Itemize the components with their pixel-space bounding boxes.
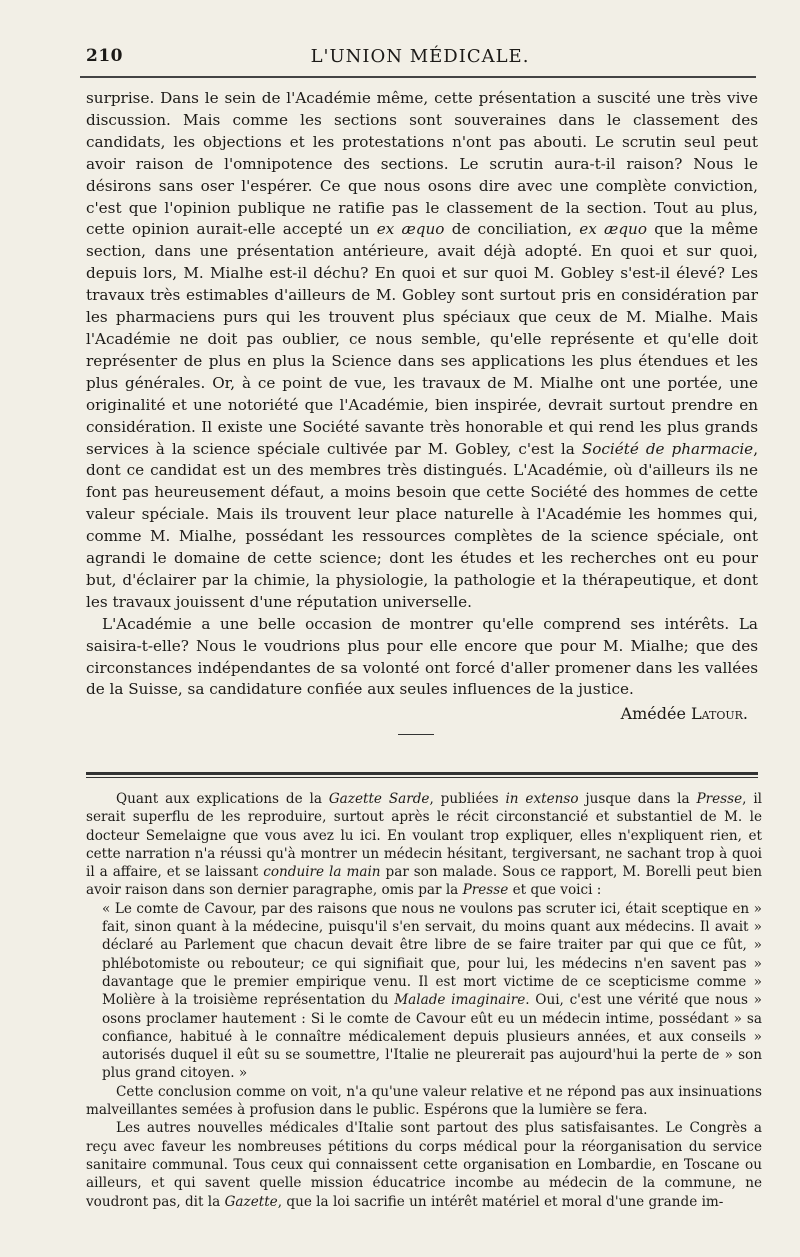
author-signature	[86, 703, 758, 725]
feuilleton-paragraph	[86, 1083, 762, 1120]
text-run: et que voici :	[508, 882, 602, 899]
text-run: jusque dans la	[578, 791, 697, 807]
text-run: , dont ce candidat est un des membres très distingués. L'Académie, où d'ailleurs ils ne font pas heureusement défaut, a moins besoin que cette Société des hommes de cette valeur spéciale. Mais ils trouvent leur place naturelle à l'Académie les hommes qui, comme M. Mialhe, possédant les ressources complètes de la science spéciale, ont agrandi le domaine de cette science; dont les études et les recherches ont eu pour but, d'éclairer par la chimie, la physiologie, la pathologie et la thérapeutique, et dont les travaux jouissent d'une réputation universelle.	[86, 439, 759, 611]
italic-text: Malade imaginaire	[394, 992, 526, 1009]
article-paragraph	[86, 88, 758, 614]
italic-text: Gazette Sarde	[328, 791, 430, 807]
text-run: Quant aux explications de la	[116, 791, 329, 807]
text-run: L'Académie a une belle occasion de montrer qu'elle comprend ses intérêts. La saisira-t-elle? Nous le voudrions plus pour elle encore que pour M. Mialhe; que des circonstances indépendantes de sa volonté ont forcé d'aller promener dans les vallées de la Suisse, sa candidature confiée aux seules influences de la justice.	[86, 614, 758, 699]
italic-text: in extenso	[505, 791, 579, 807]
feuilleton-paragraph	[86, 790, 762, 900]
running-title: L'UNION MÉDICALE.	[310, 46, 530, 67]
feuilleton-paragraph	[86, 1119, 762, 1210]
feuilleton-section	[86, 790, 762, 1211]
signature-first-name: Amédée	[620, 704, 692, 724]
feuilleton-separator-thick	[86, 772, 758, 775]
text-run: Les autres nouvelles médicales d'Italie sont partout des plus satisfaisantes. Le Congrès a reçu avec faveur les nombreuses pétitions du corps médical pour la réorganisation du service sanitaire communal. Tous ceux qui connaissent cette organisation en Lombardie, en Toscane ou ailleurs, et qui savent quelle mission éducatrice incombe au médecin de la commune, ne voudront pas, dit la	[86, 1120, 762, 1210]
text-run: par son malade. Sous ce rapport, M. Borelli peut bien avoir raison dans son dernier paragraphe, omis par la	[86, 864, 762, 899]
text-run: , il serait superflu de les reproduire, surtout après le récit circonstancié et substantiel de M. le docteur Semelaigne que vous avez lu ici. En voulant trop expliquer, elles n'expliquent rien, et cette narration n'a réussi qu'à montrer un médecin hésitant, tergiversant, ne sachant trop à quoi il a affaire, et se laissant	[86, 791, 763, 881]
text-run: . Oui, c'est une vérité que nous » osons proclamer hautement : Si le comte de Cavour eût eu un médecin intime, possédant » sa confiance, habitué à le connaître médicalement depuis plusieurs années, et aux conseils » autorisés duquel il eût su se soumettre, l'Italie ne pleurerait pas aujourd'hui la perte de » son plus grand citoyen. »	[102, 992, 762, 1082]
feuilleton-quotation	[86, 900, 762, 1083]
feuilleton-separator-thin	[86, 777, 758, 778]
italic-text: ex æquo	[376, 220, 445, 239]
italic-text: conduire la main	[263, 864, 381, 881]
page-header	[86, 44, 754, 72]
text-run: que la même section, dans une présentation antérieure, avait déjà adopté. En quoi et sur quoi, depuis lors, M. Mialhe est-il déchu? En quoi et sur quoi M. Gobley s'est-il élevé? Les travaux très estimables d'ailleurs de M. Gobley sont surtout pris en considération par les pharmaciens purs qui les trouvent plus spéciaux que ceux de M. Mialhe. Mais l'Académie ne doit pas oublier, ce nous semble, qu'elle représente et qu'elle doit représenter de plus en plus la Science dans ses applications les plus étendues et les plus générales. Or, à ce point de vue, les travaux de M. Mialhe ont une portée, une originalité et une notoriété que l'Académie, bien inspirée, devrait surtout prendre en considération. Il existe une Société savante très honorable et qui rend les plus grands services à la science spéciale cultivée par M. Gobley, c'est la	[86, 220, 758, 458]
page-number: 210	[86, 46, 123, 66]
text-run: surprise. Dans le sein de l'Académie même, cette présentation a suscité une très vive discussion. Mais comme les sections sont souveraines dans le classement des candidats, les objections et les protestations n'ont pas abouti. Le scrutin seul peut avoir raison de l'omnipotence des sections. Le scrutin aura-t-il raison? Nous le désirons sans oser l'espérer. Ce que nous osons dire avec une complète conviction, c'est que l'opinion publique ne ratifie pas le classement de la section. Tout au plus, cette opinion aurait-elle accepté un	[86, 89, 758, 239]
italic-text: ex æquo	[579, 220, 647, 239]
text-run: , publiées	[429, 791, 506, 807]
italic-text: Société de pharmacie	[581, 439, 754, 458]
article-paragraph	[86, 614, 758, 702]
main-article	[86, 88, 758, 725]
italic-text: Presse	[462, 882, 509, 899]
signature-last-name: Latour.	[691, 704, 748, 724]
header-rule	[80, 76, 756, 78]
text-run: de conciliation,	[444, 220, 580, 239]
end-of-article-rule	[398, 734, 434, 735]
italic-text: Gazette	[224, 1193, 278, 1210]
italic-text: Presse	[696, 791, 743, 807]
text-run: , que la loi sacrifie un intérêt matériel et moral d'une grande im-	[277, 1193, 724, 1210]
text-run: « Le comte de Cavour, par des raisons que nous ne voulons pas scruter ici, était sceptique en » fait, sinon quant à la médecine, puisqu'il s'en servait, du moins quant aux médecins. Il avait » déclaré au Parlement que chacun devait être libre de se faire traiter par qui que ce fût, » phlébotomiste ou rebouteur; ce qui signifiait que, pour lui, les médecins n'en savent pas » davantage que le premier empirique venu. Il est mort victime de ce scepticisme comme » Molière à la troisième représentation du	[102, 900, 762, 1009]
text-run: Cette conclusion comme on voit, n'a qu'une valeur relative et ne répond pas aux insinuations malveillantes semées à profusion dans le public. Espérons que la lumière se fera.	[86, 1083, 762, 1119]
